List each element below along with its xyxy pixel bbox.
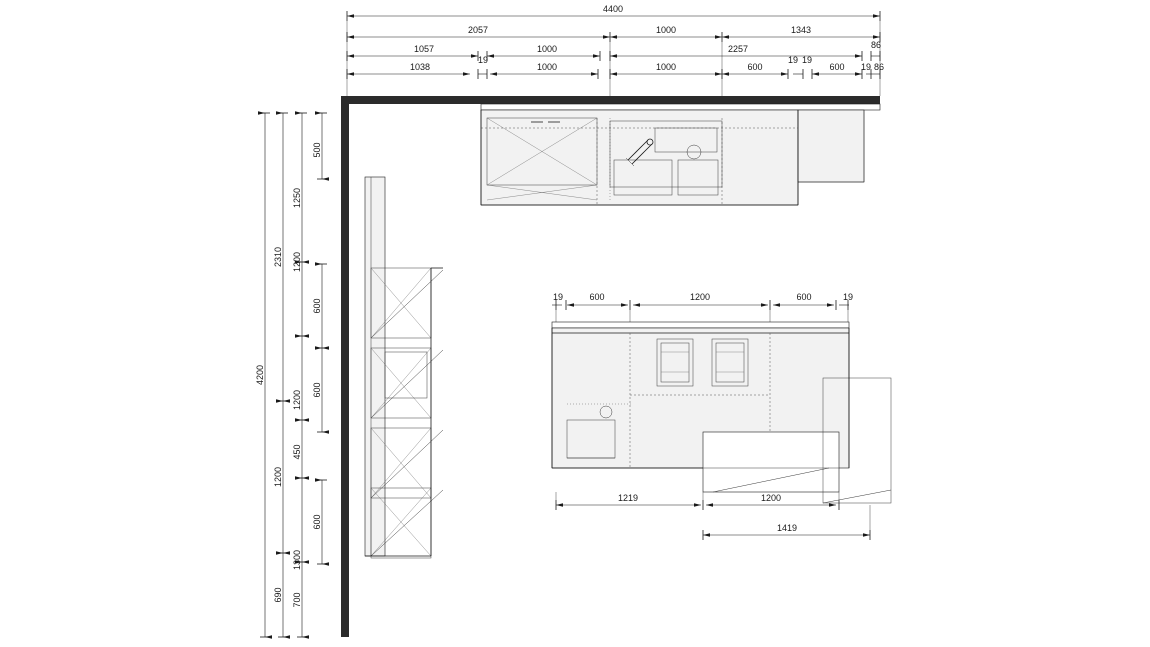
dim-label: 1343	[790, 25, 812, 35]
dim-label: 600	[589, 292, 605, 302]
dim-label: 2310	[273, 246, 283, 268]
dim-label: 1200	[760, 493, 782, 503]
upper-cabinet-elevation	[481, 104, 880, 205]
plan-dim-top	[552, 292, 853, 322]
dim-label: 1200	[273, 466, 283, 488]
plan-dim-bottom	[556, 492, 839, 510]
dim-label: 690	[273, 587, 283, 603]
dim-label: 2057	[467, 25, 489, 35]
dim-label: 2257	[727, 44, 749, 54]
dim-label: 1200	[292, 251, 302, 273]
dim-label: 19	[801, 55, 813, 65]
tall-unit-side-elevation	[365, 177, 443, 558]
top-dim-row-4	[347, 55, 884, 79]
left-dim-overall-4200	[255, 113, 270, 637]
dim-label: 19	[477, 55, 489, 65]
dim-label: 1219	[617, 493, 639, 503]
dim-label: 1000	[655, 62, 677, 72]
dim-label: 600	[796, 292, 812, 302]
dim-label: 1057	[413, 44, 435, 54]
dim-label: 19	[860, 62, 872, 72]
plan-dim-overall-bottom	[703, 505, 870, 540]
dim-label: 86	[873, 62, 885, 72]
top-dim-row-2	[347, 25, 880, 96]
dim-label: 86	[870, 40, 882, 50]
dim-label: 700	[292, 592, 302, 608]
dim-label: 600	[747, 62, 763, 72]
dim-label: 1038	[409, 62, 431, 72]
left-dim-sub	[292, 113, 307, 637]
dim-label: 1419	[776, 523, 798, 533]
dim-label: 500	[312, 142, 322, 158]
dim-label: 600	[829, 62, 845, 72]
dim-label: 450	[292, 444, 302, 460]
dim-label: 600	[312, 382, 322, 398]
left-dim-inner	[312, 113, 327, 564]
dim-label: 19	[842, 292, 854, 302]
dim-label: 19	[552, 292, 564, 302]
dim-label: 600	[312, 298, 322, 314]
dim-label: 1000	[536, 44, 558, 54]
dim-label: 600	[312, 514, 322, 530]
dim-label: 1000	[536, 62, 558, 72]
dim-label: 1200	[689, 292, 711, 302]
dim-label: 4200	[255, 364, 265, 386]
kitchen-plan-view	[552, 322, 891, 503]
left-dim-segments	[273, 113, 288, 637]
dim-label: 19	[787, 55, 799, 65]
dim-label: 1200	[292, 389, 302, 411]
top-dim-row-3	[347, 40, 881, 61]
dim-label: 1250	[292, 187, 302, 209]
dim-label: 1300	[292, 549, 302, 571]
dim-label: 4400	[602, 4, 624, 14]
dim-label: 1000	[655, 25, 677, 35]
